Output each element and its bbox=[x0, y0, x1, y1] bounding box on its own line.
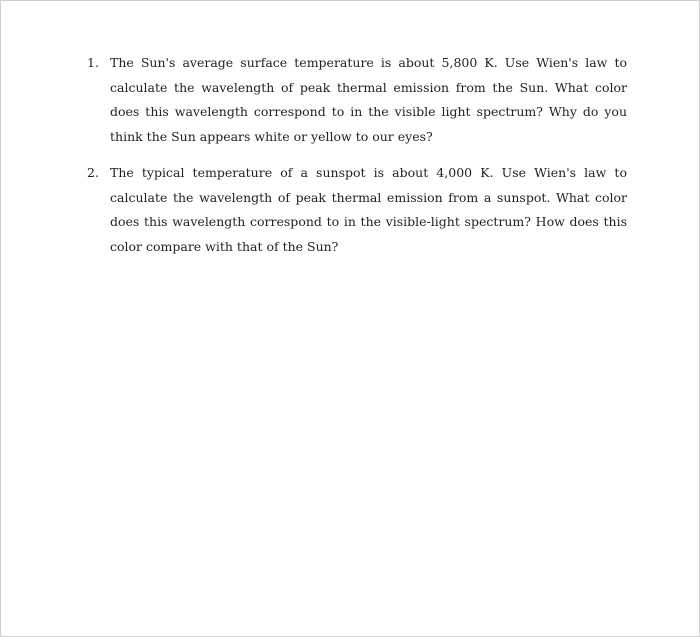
question-text: The Sun's average surface temperature is about 5,800 K. Use Wien's law to calculate the wavelength of peak thermal emission from the Sun. What color does this wavelength correspond to in the visible light spectrum? Why do you think the Sun appears white or yellow to our eyes? bbox=[110, 55, 627, 144]
question-number: 1. bbox=[87, 55, 99, 70]
question-item bbox=[87, 51, 627, 149]
question-item bbox=[87, 161, 627, 259]
question-number: 2. bbox=[87, 165, 99, 180]
question-list bbox=[87, 51, 627, 271]
question-text: The typical temperature of a sunspot is about 4,000 K. Use Wien's law to calculate the wavelength of peak thermal emission from a sunspot. What color does this wavelength correspond to in the visible-light spectrum? How does this color compare with that of the Sun? bbox=[110, 165, 627, 254]
